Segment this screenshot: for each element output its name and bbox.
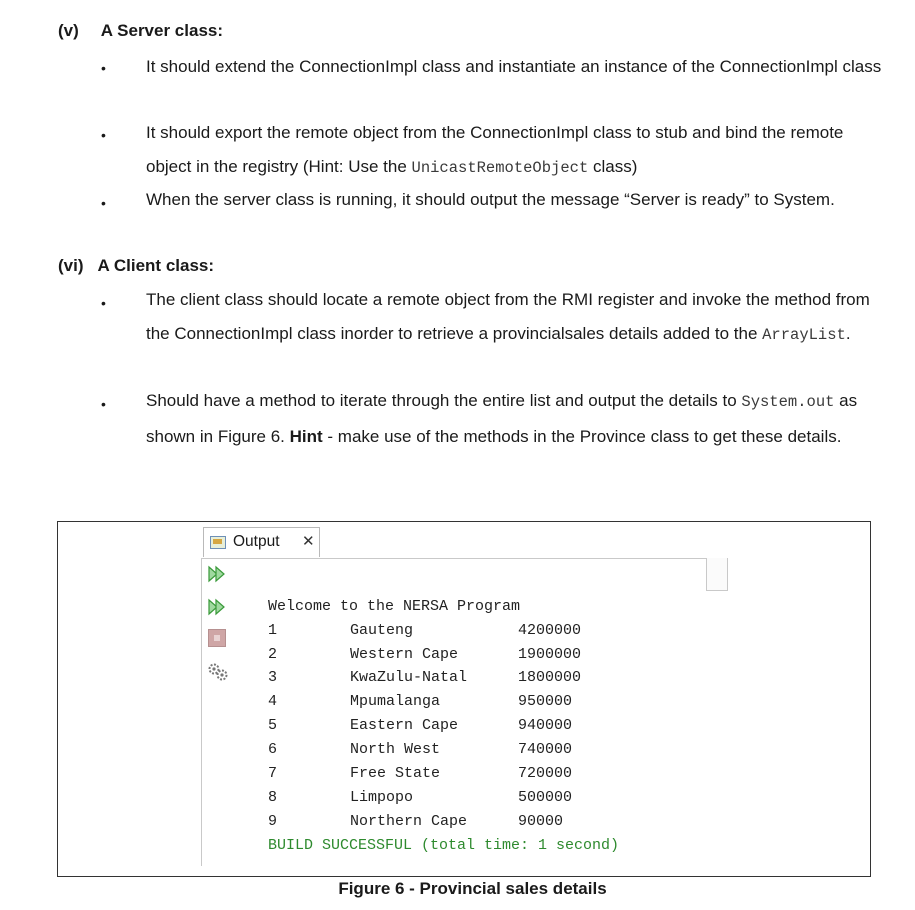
section-vi-number: (vi) (58, 256, 84, 275)
tab-output-label: Output (233, 533, 280, 550)
row-province: Free State (350, 765, 441, 782)
row-province: KwaZulu-Natal (350, 669, 468, 686)
section-vi-title: A Client class: (97, 256, 215, 275)
text-segment: - make use of the methods in the Province class to get these details. (322, 426, 842, 446)
output-tab-bar (201, 525, 728, 559)
table-row (268, 717, 688, 737)
row-sales: 720000 (518, 765, 573, 782)
row-id: 8 (268, 789, 278, 806)
row-sales: 740000 (518, 741, 573, 758)
section-v-bullet-2 (146, 116, 886, 185)
row-id: 5 (268, 717, 278, 734)
row-province: Western Cape (350, 646, 459, 663)
text-segment: It should export the remote object from the ConnectionImpl class to stub and bind the remote object in the registry (Hint: Use the (146, 123, 844, 176)
table-row (268, 813, 688, 833)
section-v-heading (58, 21, 223, 41)
bullet-marker: • (101, 60, 106, 76)
row-id: 1 (268, 622, 278, 639)
figure-caption: Figure 6 - Provincial sales details (338, 879, 607, 898)
row-sales: 4200000 (518, 622, 582, 639)
row-id: 4 (268, 693, 278, 710)
hint-label: Hint (289, 426, 323, 446)
rerun-with-options-icon[interactable] (207, 598, 227, 616)
text-segment: class) (588, 156, 638, 176)
section-v-bullet-1: It should extend the ConnectionImpl class and instantiate an instance of the ConnectionImpl class (146, 57, 882, 76)
welcome-line: Welcome to the NERSA Program (268, 598, 521, 615)
row-id: 6 (268, 741, 278, 758)
output-window-icon (210, 536, 226, 549)
close-icon[interactable]: ✕ (302, 533, 315, 550)
text-segment: as shown in Figure 6. (146, 391, 858, 446)
stop-icon[interactable] (208, 629, 226, 647)
row-sales: 1800000 (518, 669, 582, 686)
text-segment: The client class should locate a remote object from the RMI register and invoke the method from the ConnectionImpl class inorder to retrieve a provincialsales details added to the (146, 290, 870, 343)
row-id: 9 (268, 813, 278, 830)
bullet-marker: • (101, 127, 106, 143)
section-vi-bullet-1 (146, 283, 886, 352)
row-sales: 500000 (518, 789, 573, 806)
tab-output[interactable] (203, 527, 320, 557)
row-sales: 940000 (518, 717, 573, 734)
section-vi-heading (58, 256, 214, 276)
row-province: North West (350, 741, 441, 758)
table-row (268, 789, 688, 809)
settings-gears-icon[interactable] (207, 662, 227, 680)
row-id: 3 (268, 669, 278, 686)
bullet-marker: • (101, 195, 106, 211)
bullet-marker: • (101, 396, 106, 412)
table-row (268, 622, 688, 642)
table-row (268, 741, 688, 761)
section-v-bullet-3: When the server class is running, it should output the message “Server is ready” to System. (146, 190, 835, 209)
section-vi-bullet-2 (146, 384, 886, 453)
code-system-out: System.out (741, 393, 835, 411)
rerun-icon[interactable] (207, 565, 227, 583)
row-sales: 1900000 (518, 646, 582, 663)
row-id: 2 (268, 646, 278, 663)
row-province: Eastern Cape (350, 717, 459, 734)
section-v-title: A Server class: (100, 21, 224, 40)
bullet-marker: • (101, 295, 106, 311)
row-sales: 950000 (518, 693, 573, 710)
table-row (268, 669, 688, 689)
row-province: Mpumalanga (350, 693, 441, 710)
table-row (268, 693, 688, 713)
row-id: 7 (268, 765, 278, 782)
code-arraylist: ArrayList (762, 325, 846, 344)
table-row (268, 765, 688, 785)
row-province: Gauteng (350, 622, 414, 639)
build-status: BUILD SUCCESSFUL (total time: 1 second) (268, 837, 620, 854)
row-province: Northern Cape (350, 813, 468, 830)
text-segment: . (845, 323, 851, 343)
code-unicast-remote-object: UnicastRemoteObject (411, 158, 589, 177)
text-segment: Should have a method to iterate through the entire list and output the details to (146, 391, 742, 410)
table-row (268, 646, 688, 666)
row-sales: 90000 (518, 813, 564, 830)
row-province: Limpopo (350, 789, 414, 806)
section-v-number: (v) (58, 21, 79, 40)
